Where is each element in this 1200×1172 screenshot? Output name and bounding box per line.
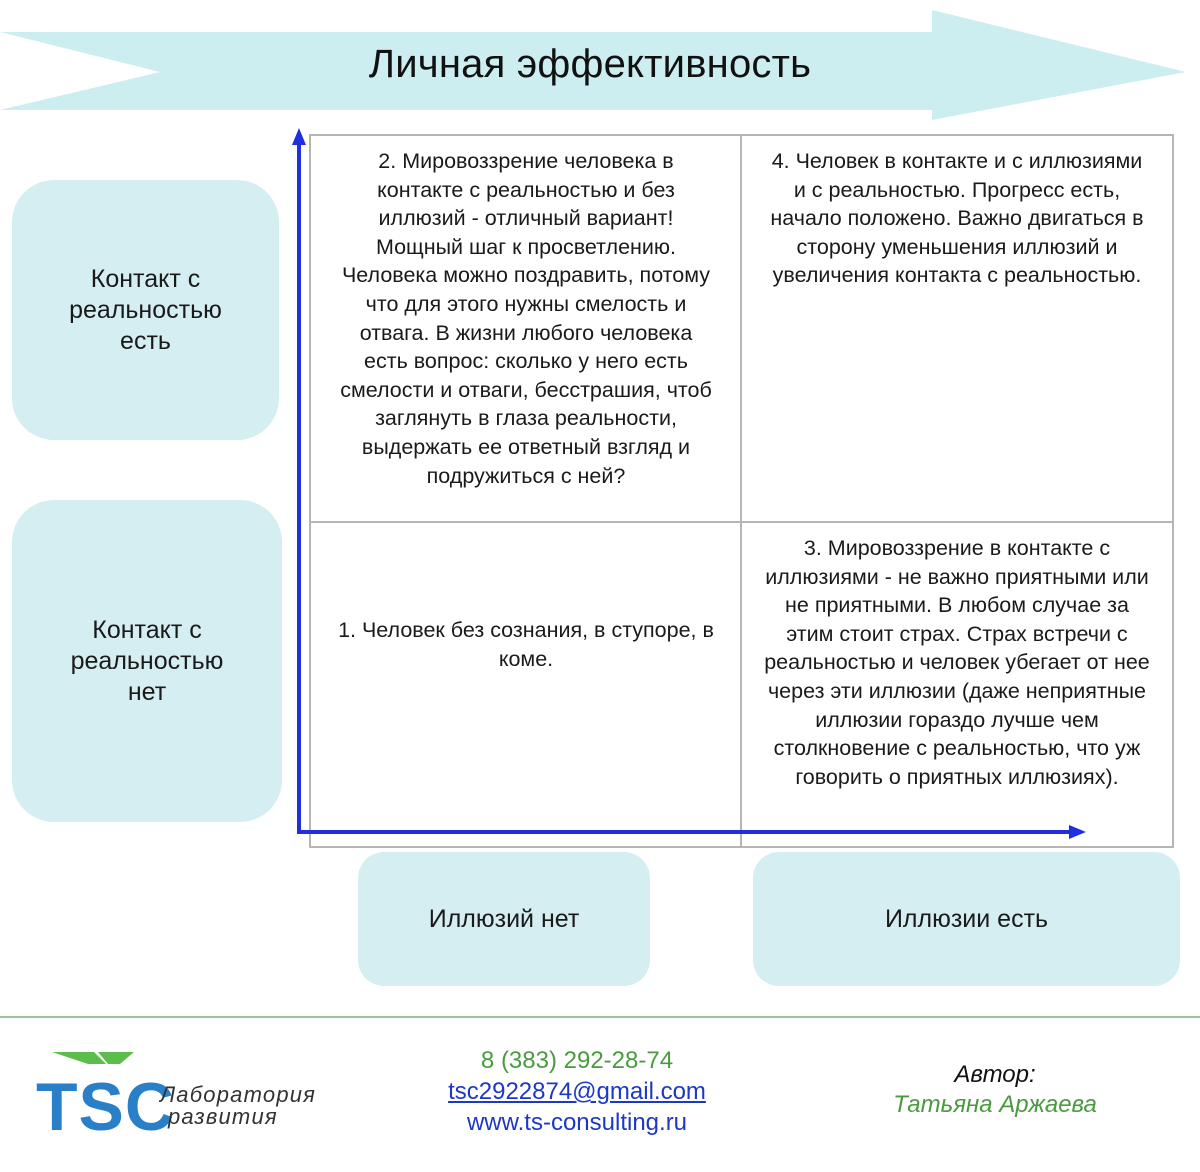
y-label-contact-yes-line1: Контакт с — [90, 264, 201, 293]
quadrant-4-text: 4. Человек в контакте и с иллюзиями и с реальностью. Прогресс есть, начало положено. Важно двигаться в сторону уменьшения иллюзий и увеличения контакта с реальностью. — [770, 149, 1144, 288]
x-label-illusions-yes: Иллюзии есть — [753, 852, 1180, 986]
y-label-contact-no-line2: реальностью — [70, 646, 224, 675]
quadrant-3-text: 3. Мировоззрение в контакте с иллюзиями - не важно приятными или не приятными. В любом случае за этим стоит страх. Страх встречи с реальностью и человек убегает от нее через эти иллюзии (даже неприятные иллюзии гораздо лучше чем столкновение с реальностью, что уж говорить о приятных иллюзиях). — [764, 536, 1150, 789]
y-label-contact-yes — [12, 180, 279, 440]
contact-phone: 8 (383) 292-28-74 — [480, 1047, 674, 1074]
logo-subtitle-line1: Лаборатория — [160, 1082, 317, 1107]
author-label: Автор: — [954, 1061, 1036, 1088]
author-block — [880, 1060, 1110, 1120]
logo-subtitle-line2: развития — [168, 1104, 278, 1129]
y-label-contact-no-line3: нет — [127, 677, 167, 706]
page-title: Личная эффективность — [368, 42, 812, 86]
y-label-contact-no — [12, 500, 282, 822]
contact-block — [400, 1045, 754, 1138]
contact-email-link[interactable]: tsc2922874@gmail.com — [448, 1078, 706, 1105]
x-axis-arrow — [297, 825, 1086, 839]
quadrant-2-text: 2. Мировоззрение человека в контакте с реальностью и без иллюзий - отличный вариант! Мощный шаг к просветлению. Человека можно поздравить, потому что для этого нужны смелость и отвага. В жизни любого человека есть вопрос: сколько у него есть смелости и отваги, бесстрашия, чтоб заглянуть в глаза реальности, выдержать ее ответный взгляд и подружиться с ней? — [340, 149, 712, 488]
y-axis-arrow — [292, 128, 306, 832]
contact-website-link[interactable]: www.ts-consulting.ru — [466, 1109, 688, 1136]
author-name: Татьяна Аржаева — [893, 1091, 1097, 1118]
tsc-logo — [36, 1046, 336, 1146]
footer-divider — [0, 1016, 1200, 1018]
y-label-contact-no-line1: Контакт с — [92, 615, 202, 644]
y-label-contact-yes-line3: есть — [120, 326, 171, 355]
y-label-contact-yes-line2: реальностью — [69, 295, 222, 324]
tsc-logo-letters: TSC — [36, 1069, 175, 1145]
quadrant-1-text: 1. Человек без сознания, в ступоре, в коме. — [338, 618, 714, 671]
x-label-no-illusions: Иллюзий нет — [358, 852, 650, 986]
